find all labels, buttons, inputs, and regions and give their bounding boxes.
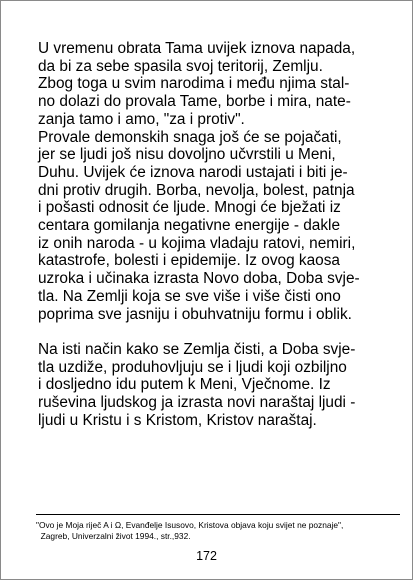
text-line: i pošasti odnosit će ljude. Mnogi će bježati iz xyxy=(38,199,341,217)
text-line: no dolazi do provala Tame, borbe i mira, nate- xyxy=(38,93,351,111)
paragraph-gap xyxy=(38,323,388,341)
text-line: dni protiv drugih. Borba, nevolja, bolest, patnja xyxy=(38,181,355,199)
text-line: ruševina ljudskog ja izrasta novi naraštaj ljudi - xyxy=(38,394,356,412)
text-line: katastrofe, bolesti i epidemije. Iz ovog kaosa xyxy=(38,252,340,270)
text-line: Provale demonskih snaga još će se pojačati, xyxy=(38,128,342,146)
paragraph-1 xyxy=(38,40,388,129)
text-line: tla. Na Zemlji koja se sve više i više čisti ono xyxy=(38,287,341,305)
text-line: Duhu. Uvijek će iznova narodi ustajati i biti je- xyxy=(38,163,348,181)
footnote xyxy=(36,520,408,542)
text-line: jer se ljudi još nisu dovoljno učvrstili u Meni, xyxy=(38,146,336,164)
text-line: U vremenu obrata Tama uvijek iznova napada, xyxy=(38,40,356,57)
text-line: Na isti način kako se Zemlja čisti, a Doba svje- xyxy=(38,340,356,358)
text-line: uzroka i učinaka izrasta Novo doba, Doba svje- xyxy=(38,270,360,288)
text-line: i dosljedno idu putem k Meni, Vječnome. Iz xyxy=(38,376,331,394)
page-number: 172 xyxy=(196,549,217,563)
text-line: iz onih naroda - u kojima vladaju ratovi, nemiri, xyxy=(38,234,356,252)
text-line: tla uzdiže, produhovljuju se i ljudi koji ozbiljno xyxy=(38,358,347,376)
text-line: poprima sve jasniju i obuhvatniju formu i oblik. xyxy=(38,305,352,323)
text-line: ljudi u Kristu i s Kristom, Kristov naraštaj. xyxy=(38,411,317,429)
text-line: centara gomilanja negativne energije - dakle xyxy=(38,217,341,235)
footnote-divider xyxy=(36,514,400,515)
paragraph-2 xyxy=(38,129,388,324)
text-line: zanja tamo i amo, "za i protiv". xyxy=(38,110,245,128)
footnote-line: "Ovo je Moja riječ A i Ω, Evanđelje Isusovo, Kristova objava koju svijet ne poznaje", xyxy=(36,520,344,530)
text-line: Zbog toga u svim narodima i među njima stal- xyxy=(38,75,350,93)
text-line: da bi za sebe spasila svoj teritorij, Zemlju. xyxy=(38,57,323,75)
paragraph-3 xyxy=(38,341,388,430)
footnote-line: Zagreb, Univerzalni život 1994., str.,932. xyxy=(36,531,191,541)
body-text xyxy=(38,40,388,429)
